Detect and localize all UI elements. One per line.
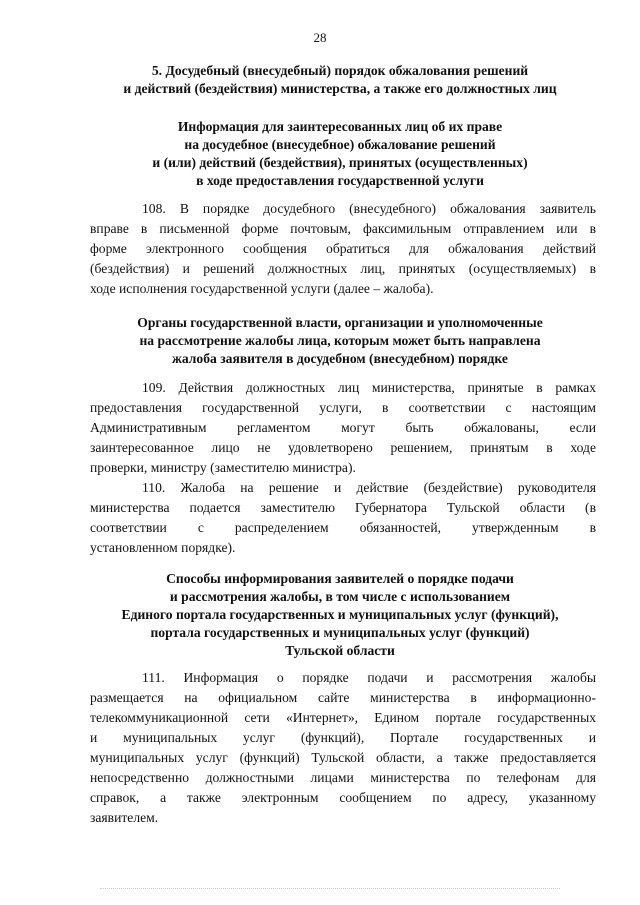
scan-artifact xyxy=(100,888,560,891)
info-heading xyxy=(80,118,600,190)
section-title xyxy=(80,62,600,98)
paragraph-line: соответствии с распределением обязанностей, утвержденным в xyxy=(90,520,596,535)
paragraph-line: ходе исполнения государственной услуги (далее – жалоба). xyxy=(90,281,434,296)
paragraph-line: установленном порядке). xyxy=(90,540,236,555)
paragraph-108 xyxy=(90,199,596,299)
paragraph-line: предоставления государственной услуги, в соответствии с настоящим xyxy=(90,400,596,415)
heading-line: и рассмотрения жалобы, в том числе с использованием xyxy=(169,589,511,604)
paragraph-line: министерства подается заместителю Губернатора Тульской области (в xyxy=(90,500,596,515)
heading-line: на рассмотрение жалобы лица, которым может быть направлена xyxy=(139,333,541,348)
section-title-line: 5. Досудебный (внесудебный) порядок обжалования решений xyxy=(151,63,529,78)
heading-line: Органы государственной власти, организации и уполномоченные xyxy=(137,315,543,330)
paragraph-line: телекоммуникационной сети «Интернет», Едином портале государственных xyxy=(90,710,596,725)
heading-line: и (или) действий (бездействия), принятых (осуществленных) xyxy=(152,155,528,170)
paragraph-line: 109. Действия должностных лиц министерства, принятые в рамках xyxy=(142,380,596,395)
paragraph-line: проверки, министру (заместителю министра). xyxy=(90,460,356,475)
organs-heading xyxy=(80,314,600,368)
heading-line: жалоба заявителя в досудебном (внесудебном) порядке xyxy=(172,351,508,366)
heading-line: Тульской области xyxy=(285,643,395,658)
paragraph-line: справок, а также электронным сообщением по адресу, указанному xyxy=(90,790,596,805)
heading-line: на досудебное (внесудебное) обжалование решений xyxy=(184,137,496,152)
paragraph-110 xyxy=(90,478,596,558)
paragraph-line: непосредственно должностными лицами министерства по телефонам для xyxy=(90,770,596,785)
heading-line: в ходе предоставления государственной услуги xyxy=(196,173,484,188)
paragraph-line: Административным регламентом могут быть обжалованы, если xyxy=(90,420,596,435)
page-number: 28 xyxy=(313,30,327,45)
paragraph-line: заинтересованное лицо не удовлетворено решением, принятым в ходе xyxy=(90,440,596,455)
paragraph-line: (бездействия) и решений должностных лиц, принятых (осуществляемых) в xyxy=(90,261,596,276)
heading-line: портала государственных и муниципальных услуг (функций) xyxy=(150,625,530,640)
methods-heading xyxy=(80,570,600,660)
paragraph-line: заявителем. xyxy=(90,810,159,825)
paragraph-109 xyxy=(90,378,596,478)
paragraph-111 xyxy=(90,668,596,828)
paragraph-line: размещается на официальном сайте министерства в информационно- xyxy=(90,690,596,705)
heading-line: Единого портала государственных и муниципальных услуг (функций), xyxy=(121,607,559,622)
heading-line: Информация для заинтересованных лиц об их праве xyxy=(177,119,503,134)
paragraph-line: 111. Информация о порядке подачи и рассмотрения жалобы xyxy=(142,670,596,685)
paragraph-line: 110. Жалоба на решение и действие (бездействие) руководителя xyxy=(142,480,596,495)
paragraph-line: вправе в письменной форме почтовым, факсимильным отправлением или в xyxy=(90,221,596,236)
paragraph-line: 108. В порядке досудебного (внесудебного) обжалования заявитель xyxy=(142,201,596,216)
paragraph-line: форме электронного сообщения обратиться для обжалования действий xyxy=(90,241,596,256)
paragraph-line: и муниципальных услуг (функций), Портале государственных и xyxy=(90,730,596,745)
paragraph-line: муниципальных услуг (функций) Тульской области, а также предоставляется xyxy=(90,750,596,765)
section-title-line: и действий (бездействия) министерства, а также его должностных лиц xyxy=(123,81,557,96)
heading-line: Способы информирования заявителей о порядке подачи xyxy=(166,571,514,586)
